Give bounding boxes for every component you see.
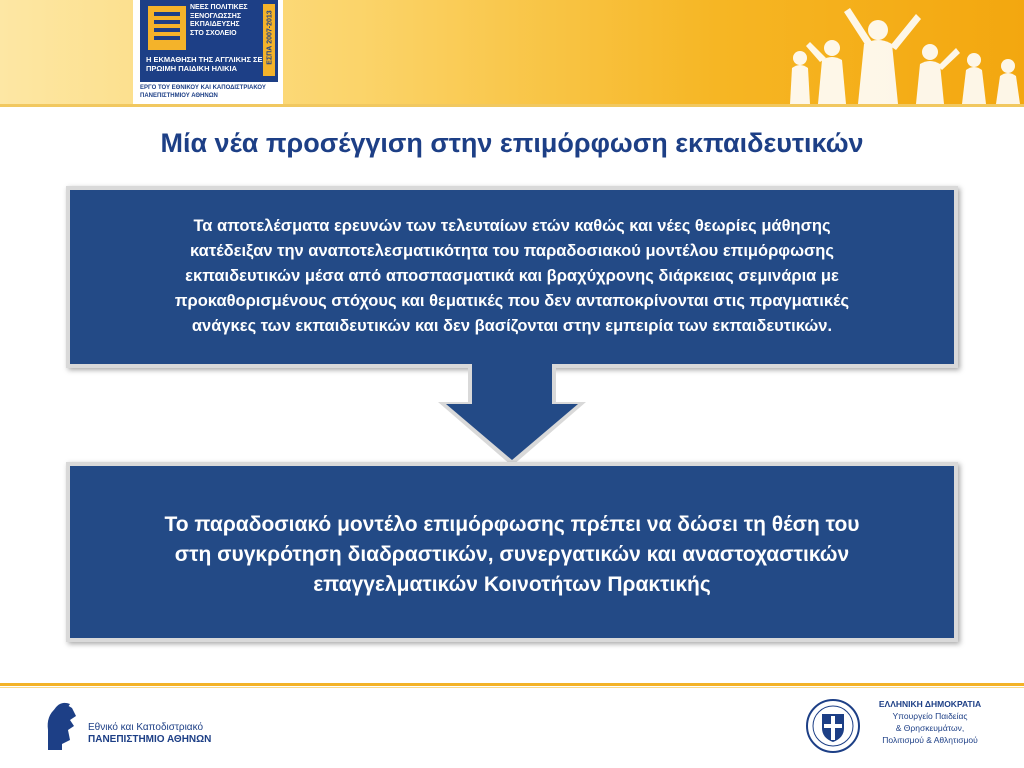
program-logo (133, 0, 283, 104)
program-logo-panel (140, 0, 278, 82)
university-name: Εθνικό και Καποδιστριακό ΠΑΝΕΠΙΣΤΗΜΙΟ ΑΘΗΝΩΝ (88, 722, 212, 745)
program-name: ΝΕΕΣ ΠΟΛΙΤΙΚΕΣ ΞΕΝΟΓΛΩΣΣΗΣ ΕΚΠΑΙΔΕΥΣΗΣ ΣΤΟ ΣΧΟΛΕΙΟ (190, 4, 248, 37)
footer-divider (0, 683, 1024, 686)
footer-divider-thin (0, 687, 1024, 688)
espa-badge: ΕΣΠΑ 2007-2013 (263, 4, 275, 76)
children-silhouettes-icon (770, 0, 1024, 104)
athena-head-icon (40, 700, 80, 752)
box2-line: Το παραδοσιακό μοντέλο επιμόρφωσης πρέπει να δώσει τη θέση του (164, 513, 860, 536)
box1-line: εκπαιδευτικών μέσα από αποσπασματικά και βραχύχρονης διάρκειας σεμινάρια με (185, 267, 839, 285)
box2-line: στη συγκρότηση διαδραστικών, συνεργατικών και αναστοχαστικών (174, 543, 850, 566)
box1-line: Τα αποτελέσματα ερευνών των τελευταίων ετών καθώς και νέες θεωρίες μάθησης (193, 217, 831, 235)
open-book-icon (148, 6, 186, 50)
down-arrow-icon (436, 364, 588, 468)
slide-title: Μία νέα προσέγγιση στην επιμόρφωση εκπαιδευτικών (160, 128, 864, 158)
box1-line: προκαθορισμένους στόχους και θεματικές που δεν ανταποκρίνονται στις πραγματικές (174, 292, 850, 310)
conclusion-box (66, 462, 958, 642)
ministry-name: ΕΛΛΗΝΙΚΗ ΔΗΜΟΚΡΑΤΙΑ Υπουργείο Παιδείας & Θρησκευμάτων, Πολιτισμού & Αθλητισμού (878, 699, 982, 745)
greek-coat-of-arms-icon (806, 696, 860, 756)
banner-divider (0, 104, 1024, 107)
box1-line: ανάγκες των εκπαιδευτικών και δεν βασίζονται στην εμπειρία των εκπαιδευτικών. (191, 317, 833, 335)
ministry-logo (806, 694, 996, 758)
header-banner (0, 0, 1024, 104)
box2-line: επαγγελματικών Κοινοτήτων Πρακτικής (313, 573, 711, 596)
research-findings-box (66, 186, 958, 368)
university-logo (40, 700, 240, 752)
project-name: Η ΕΚΜΑΘΗΣΗ ΤΗΣ ΑΓΓΛΙΚΗΣ ΣΕ ΠΡΩΙΜΗ ΠΑΙΔΙΚΗ ΗΛΙΚΙΑ (146, 55, 263, 73)
program-logo-subtitle: ΕΡΓΟ ΤΟΥ ΕΘΝΙΚΟΥ ΚΑΙ ΚΑΠΟΔΙΣΤΡΙΑΚΟΥ ΠΑΝΕΠΙΣΤΗΜΙΟΥ ΑΘΗΝΩΝ (140, 85, 266, 99)
box1-line: κατέδειξαν την αναποτελεσματικότητα του παραδοσιακού μοντέλου επιμόρφωσης (190, 242, 834, 260)
